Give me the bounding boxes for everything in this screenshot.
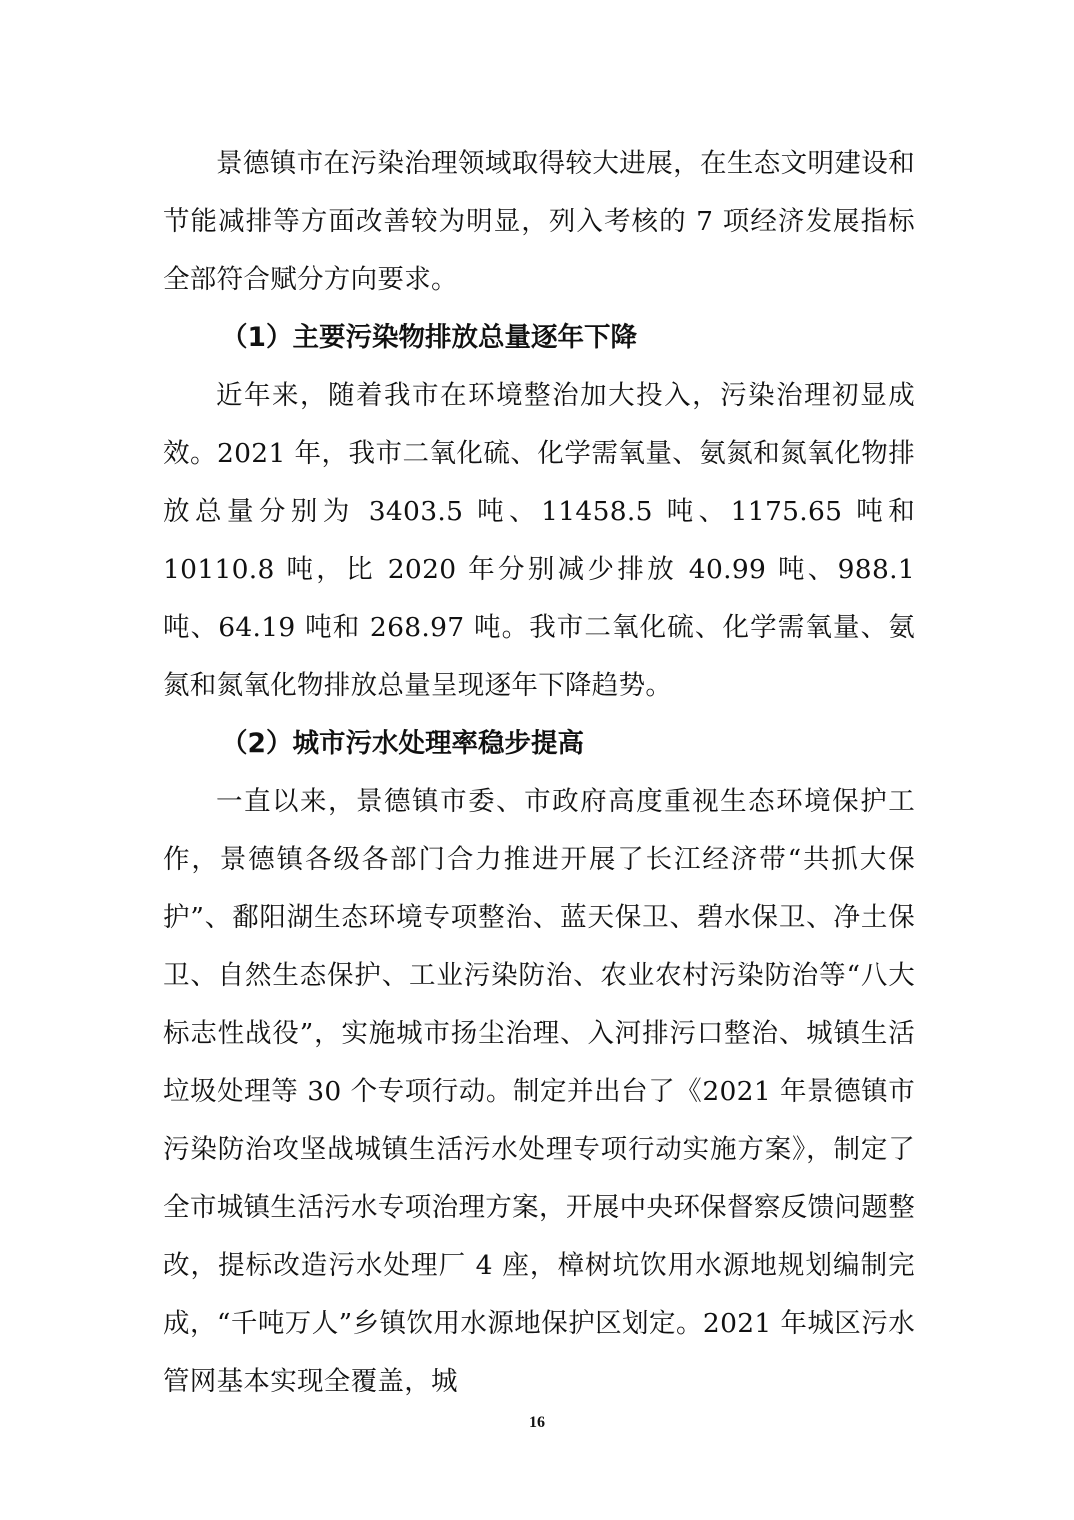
emissions-paragraph: 近年来，随着我市在环境整治加大投入，污染治理初显成效。2021 年，我市二氧化硫、化学需氧量、氨氮和氮氧化物排放总量分别为 3403.5 吨、11458.5 吨、1175.65 吨和10110.8 吨，比 2020 年分别减少排放 40.99 吨、988.1 吨、64.19 吨和 268.97 吨。我市二氧化硫、化学需氧量、氨氮和氮氧化物排放总量呈现逐年下降趋势。 <box>163 380 915 701</box>
sewage-paragraph: 一直以来，景德镇市委、市政府高度重视生态环境保护工作，景德镇各级各部门合力推进开展了长江经济带“共抓大保护”、鄱阳湖生态环境专项整治、蓝天保卫、碧水保卫、净土保卫、自然生态保护、工业污染防治、农业农村污染防治等“八大标志性战役”，实施城市扬尘治理、入河排污口整治、城镇生活垃圾处理等 30 个专项行动。制定并出台了《2021 年景德镇市污染防治攻坚战城镇生活污水处理专项行动实施方案》，制定了全市城镇生活污水专项治理方案，开展中央环保督察反馈问题整改，提标改造污水处理厂 4 座，樟树坑饮用水源地规划编制完成，“千吨万人”乡镇饮用水源地保护区划定。2021 年城区污水管网基本实现全覆盖，城 <box>163 786 915 1397</box>
section-heading-1: （1）主要污染物排放总量逐年下降 <box>221 322 637 353</box>
intro-paragraph: 景德镇市在污染治理领域取得较大进展，在生态文明建设和节能减排等方面改善较为明显，列入考核的 7 项经济发展指标全部符合赋分方向要求。 <box>163 148 915 295</box>
section-heading-2: （2）城市污水处理率稳步提高 <box>221 728 584 759</box>
document-body <box>163 135 915 1411</box>
page-number: 16 <box>529 1414 545 1431</box>
